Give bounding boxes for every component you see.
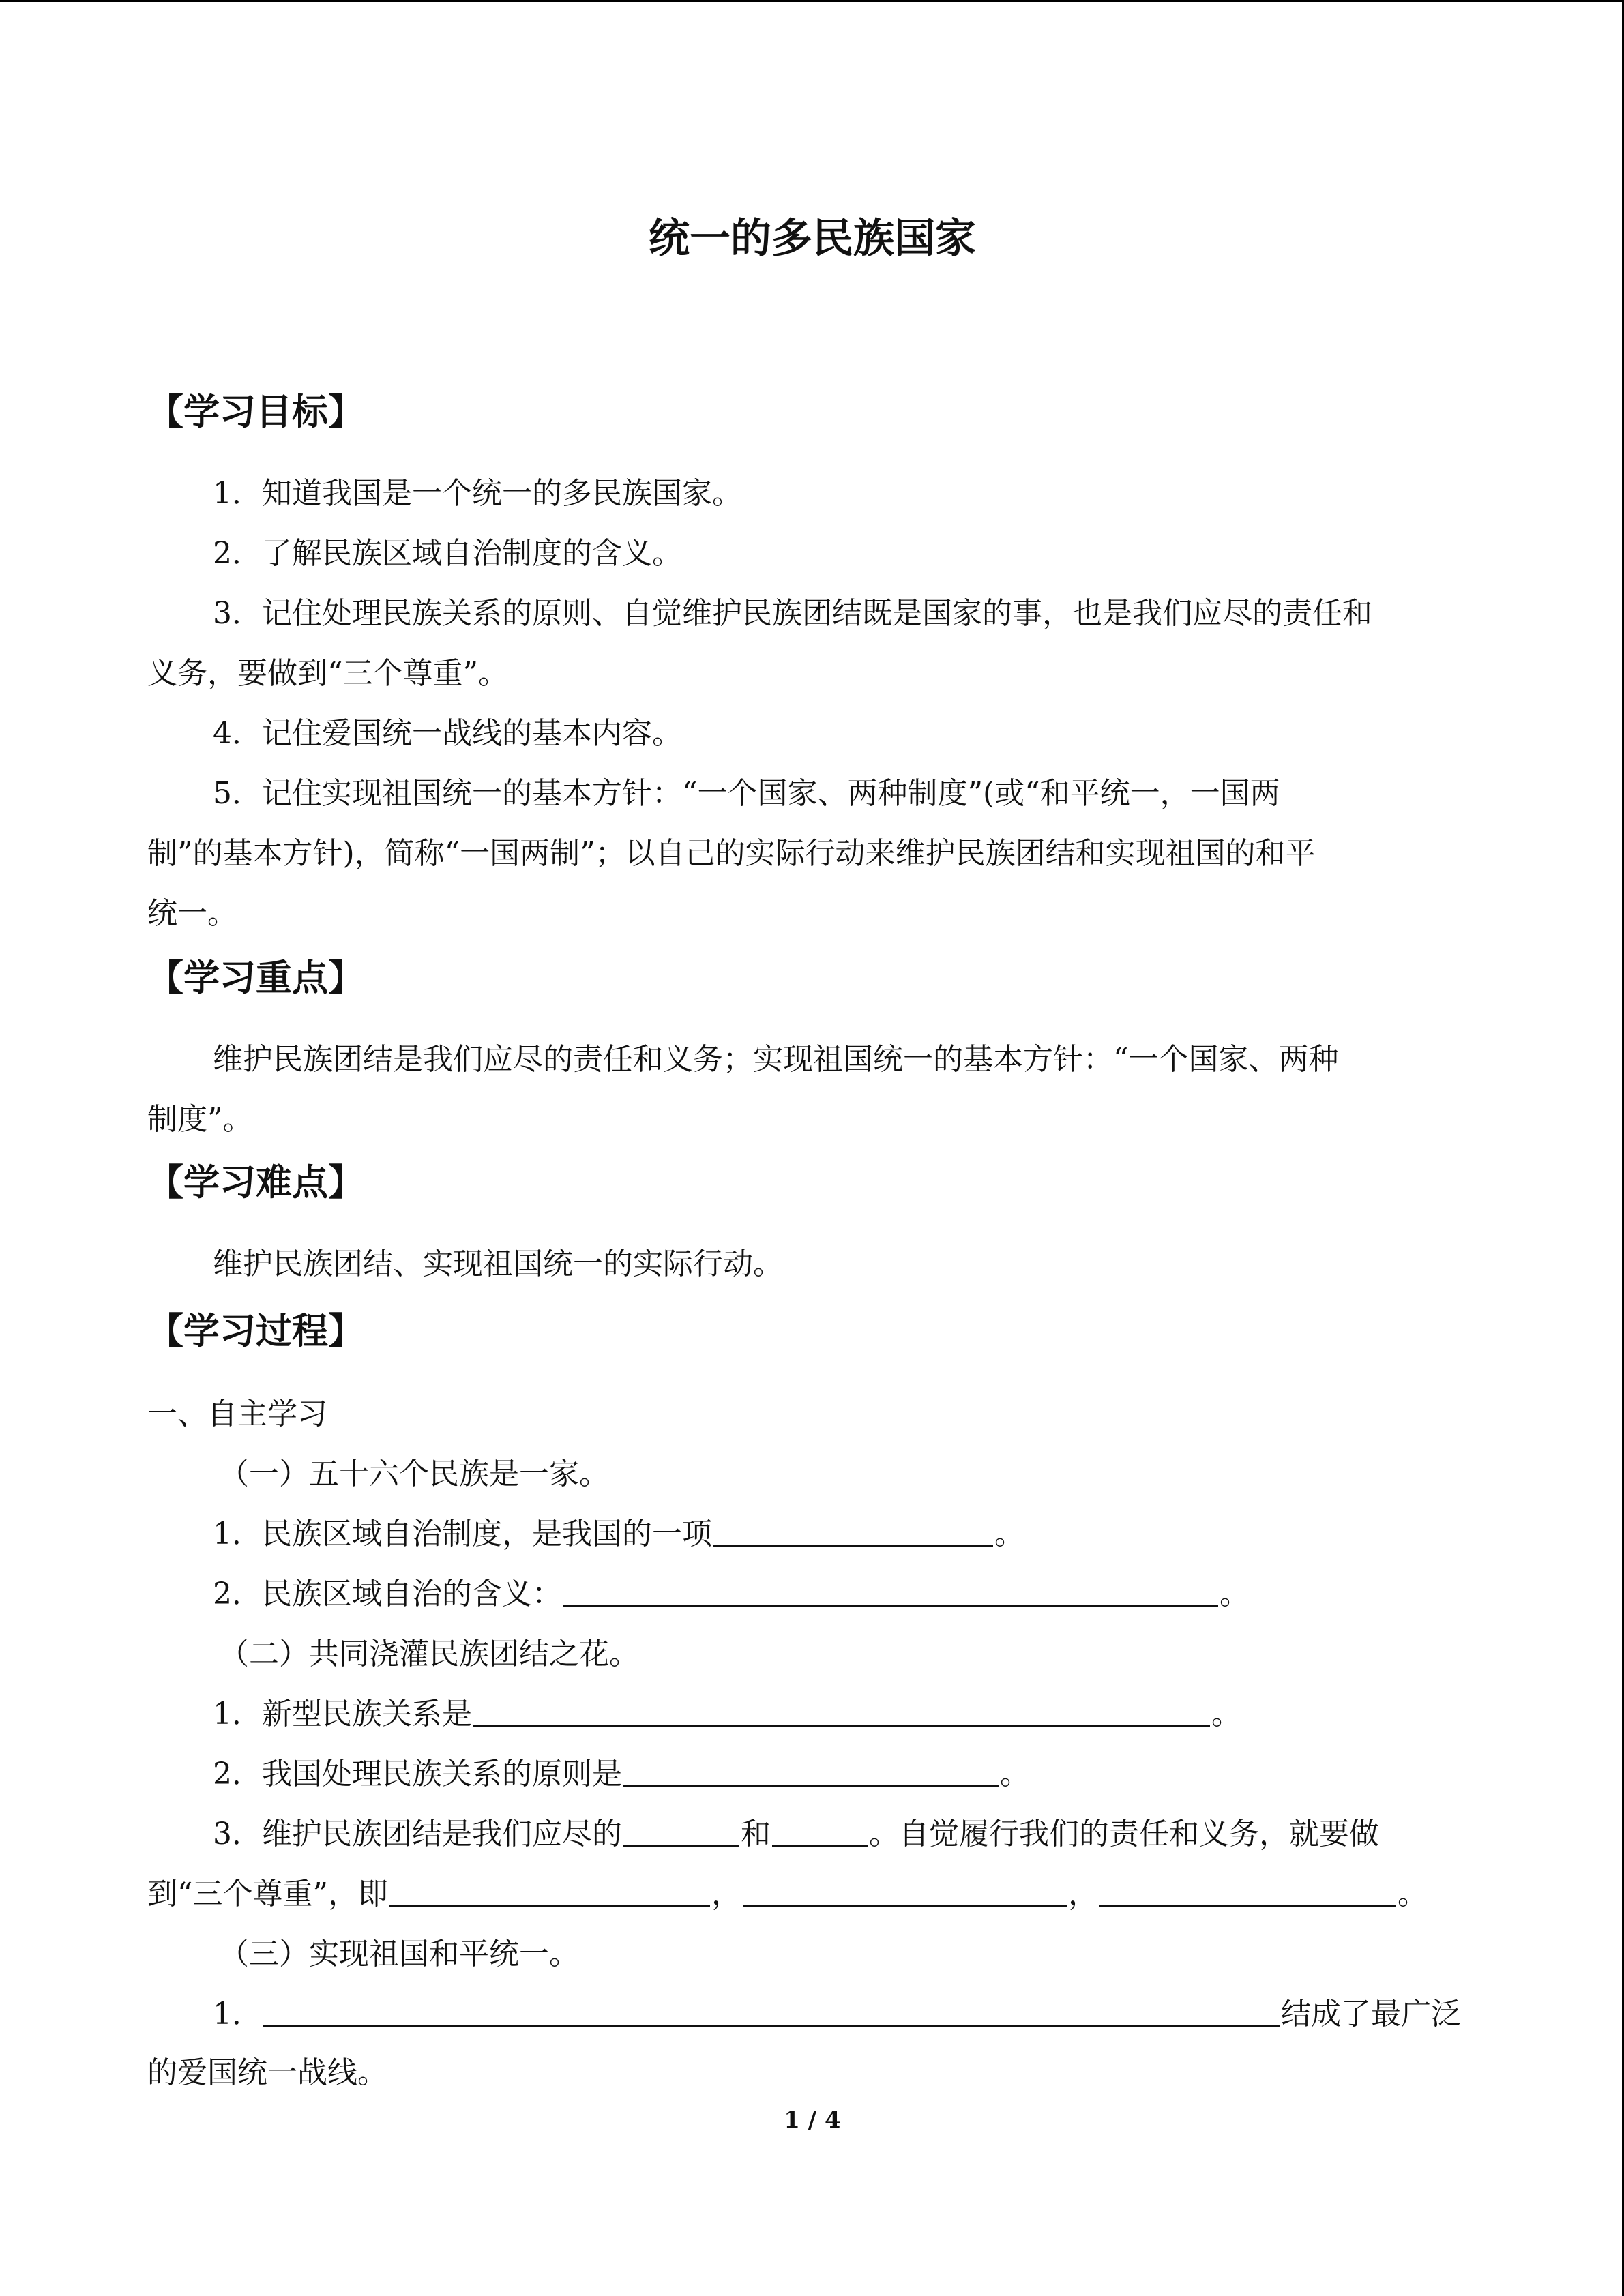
process-sub3: （三）实现祖国和平统一。: [219, 1937, 579, 1971]
question-5-comma-1: ，: [711, 1877, 741, 1911]
key-points-line2: 制度”。: [147, 1102, 253, 1137]
process-sub2: （二）共同浇灌民族团结之花。: [219, 1637, 639, 1671]
question-1-end: 。: [994, 1517, 1024, 1551]
document-page: [147, 0, 1477, 2296]
section-key-points: 【学习重点】: [147, 957, 364, 999]
difficulties-line1: 维护民族团结、实现祖国统一的实际行动。: [213, 1247, 783, 1281]
answer-blank-6[interactable]: [263, 1998, 1280, 2027]
question-6-line2: 的爱国统一战线。: [147, 2055, 387, 2090]
question-1: [147, 1504, 1543, 1564]
question-5-text-a: 3．维护民族团结是我们应尽的: [213, 1817, 622, 1851]
answer-blank-5e[interactable]: [1099, 1878, 1396, 1907]
objective-3-line2: 义务，要做到“三个尊重”。: [147, 656, 508, 691]
question-4: [147, 1744, 1543, 1804]
page-number: 1 / 4: [784, 2106, 841, 2134]
answer-blank-5b[interactable]: [772, 1818, 868, 1847]
objective-4: 4．记住爱国统一战线的基本内容。: [213, 716, 682, 751]
objective-5-line3: 统一。: [147, 896, 237, 931]
section-difficulties: 【学习难点】: [147, 1162, 364, 1204]
question-5-line1: [147, 1804, 1543, 1864]
answer-blank-5d[interactable]: [743, 1878, 1067, 1907]
question-3-text: 1．新型民族关系是: [213, 1697, 472, 1731]
question-1-text: 1．民族区域自治制度，是我国的一项: [213, 1517, 712, 1551]
question-6-text-a: 1．: [213, 1997, 262, 2031]
answer-blank-4[interactable]: [623, 1758, 999, 1787]
section-process: 【学习过程】: [147, 1311, 364, 1352]
answer-blank-2[interactable]: [563, 1578, 1218, 1607]
answer-blank-1[interactable]: [713, 1518, 993, 1547]
objective-2: 2．了解民族区域自治制度的含义。: [213, 536, 682, 571]
question-5-line2: [147, 1864, 1477, 1924]
process-sub1: （一）五十六个民族是一家。: [219, 1457, 609, 1491]
question-2-text: 2．民族区域自治的含义：: [213, 1577, 562, 1611]
objective-3-line1: 3．记住处理民族关系的原则、自觉维护民族团结既是国家的事，也是我们应尽的责任和: [213, 596, 1372, 631]
question-6-line1: [147, 1984, 1543, 2044]
question-2: [147, 1564, 1543, 1624]
question-3-end: 。: [1211, 1697, 1241, 1731]
answer-blank-3[interactable]: [473, 1698, 1210, 1727]
key-points-line1: 维护民族团结是我们应尽的责任和义务；实现祖国统一的基本方针：“一个国家、两种: [213, 1042, 1339, 1077]
question-5-comma-2: ，: [1068, 1877, 1098, 1911]
question-4-text: 2．我国处理民族关系的原则是: [213, 1757, 622, 1791]
question-6-text-b: 结成了最广泛: [1281, 1997, 1461, 2031]
answer-blank-5a[interactable]: [623, 1818, 739, 1847]
process-part1-heading: 一、自主学习: [147, 1397, 327, 1431]
question-5-text-c: 。自觉履行我们的责任和义务，就要做: [869, 1817, 1379, 1851]
answer-blank-5c[interactable]: [389, 1878, 710, 1907]
page-title: 统一的多民族国家: [649, 215, 976, 263]
question-3: [147, 1684, 1543, 1744]
objective-5-line2: 制”的基本方针)，简称“一国两制”；以自己的实际行动来维护民族团结和实现祖国的和平: [147, 836, 1316, 871]
question-5-end: 。: [1398, 1877, 1428, 1911]
question-5-text-d: 到“三个尊重”，即: [147, 1877, 388, 1911]
objective-5-line1: 5．记住实现祖国统一的基本方针：“一个国家、两种制度”(或“和平统一，一国两: [213, 776, 1280, 811]
question-4-end: 。: [1000, 1757, 1030, 1791]
section-objectives: 【学习目标】: [147, 391, 364, 433]
objective-1: 1．知道我国是一个统一的多民族国家。: [213, 476, 742, 511]
question-5-text-b: 和: [741, 1817, 771, 1851]
question-2-end: 。: [1220, 1577, 1250, 1611]
